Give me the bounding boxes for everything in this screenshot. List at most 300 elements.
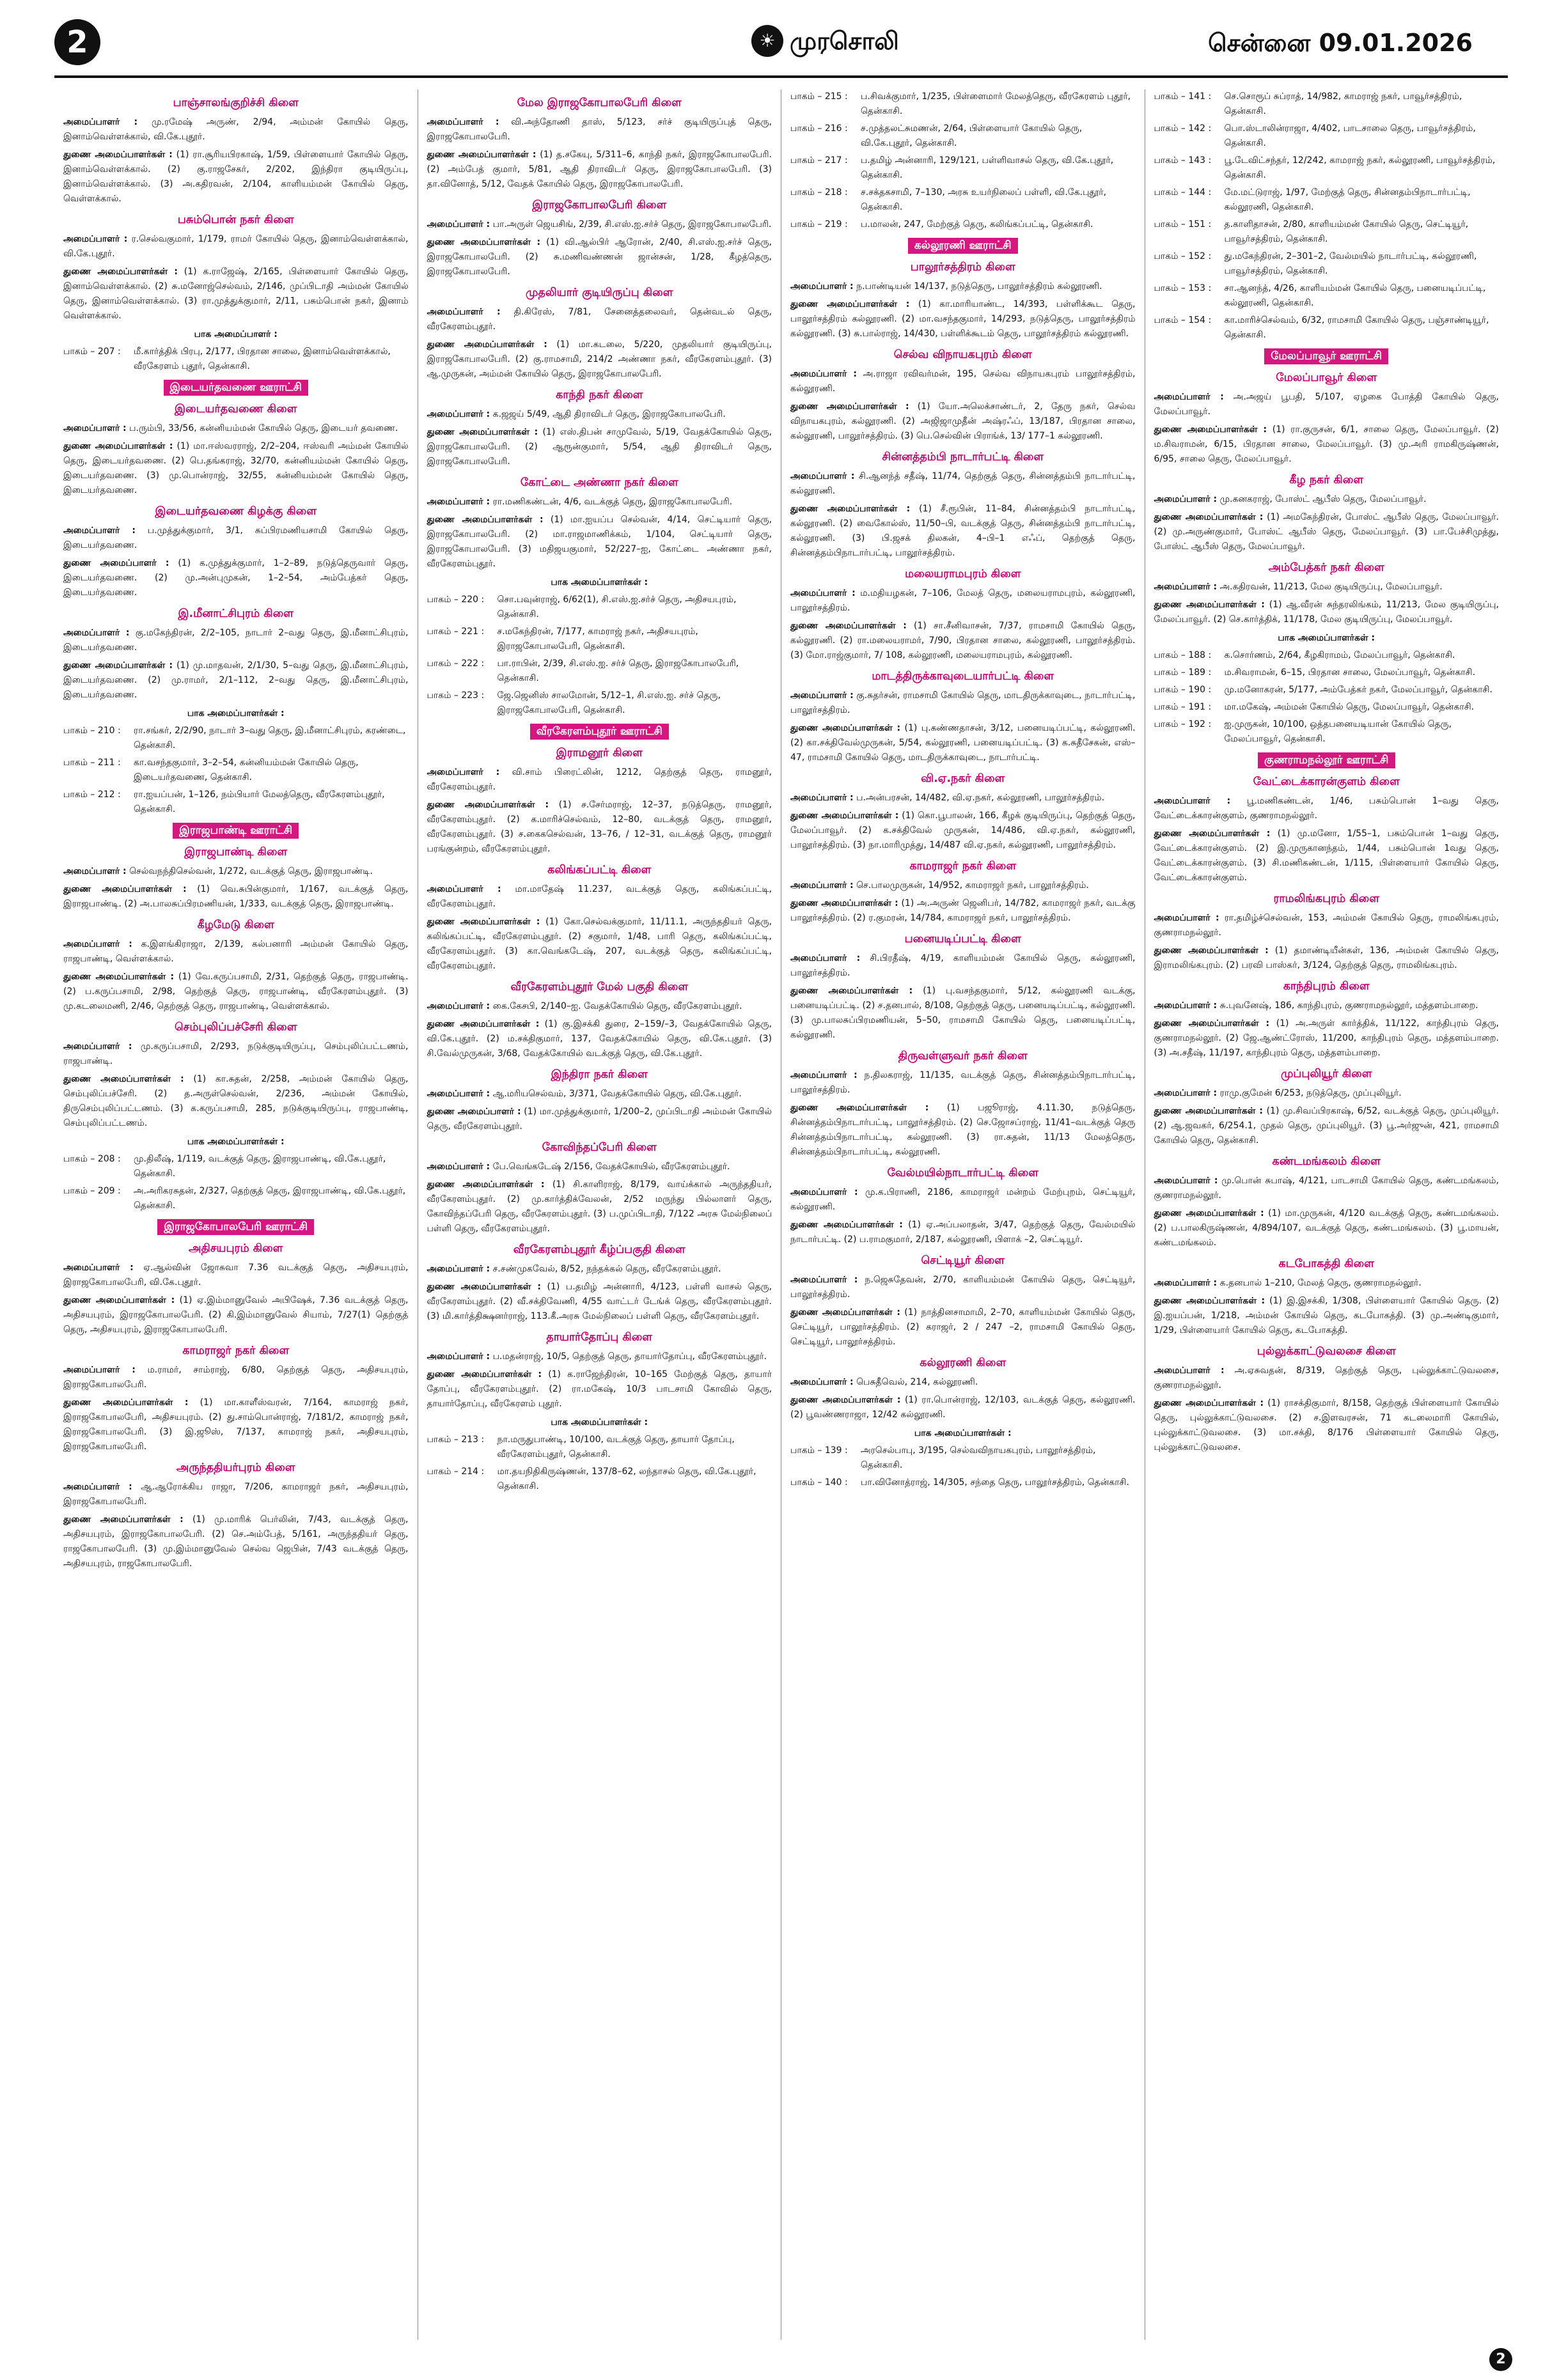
booth-number: பாகம் – 222 : [427, 658, 485, 669]
booth-details: ப.தமிழ் அன்னாரி, 129/121, பள்ளிவாசல் தெரு, வி.கே.புதூர், தென்காசி. [861, 155, 1114, 180]
role-label: துணை அமைப்பாளர்கள் : [790, 299, 910, 309]
role-label: அமைப்பாளர் : [427, 409, 490, 419]
member-entry [63, 970, 409, 1014]
role-label: துணை அமைப்பாளர்கள் : [63, 1295, 175, 1305]
member-details: ஏ.ஆல்வின் ஜோசுவா 7.36 வடக்குத் தெரு, அதிசயபுரம், இராஜகோபாலபேரி, வி.கே.புதூர். [63, 1263, 409, 1287]
booth-entry [790, 121, 1136, 151]
member-entry [427, 1280, 772, 1324]
role-label: துணை அமைப்பாளர்கள் : [63, 267, 178, 277]
member-details: (1) பு.கண்ணதாசன், 3/12, பனையடிப்பட்டி, கல்லூரணி. (2) கா.சக்திவேல்முருகன், 5/54, கல்லூரணி, பனையடிப்பட்டி. (3) க.சுதீசேகன், எஸ்–47, ராமசாமி கோயில் தெரு, மாடதிருக்காவுடை, நாடார்பட்டி. [790, 723, 1136, 763]
subheading: பாக அமைப்பாளர்கள் : [914, 1428, 1012, 1438]
booth-number: பாகம் – 216 : [790, 123, 848, 134]
member-entry [1154, 1174, 1500, 1203]
member-details: அ.ராஜா ரவிவர்மன், 195, செல்வ விநாயகபுரம் பாலூர்சத்திரம், கல்லூரணி. [790, 369, 1136, 394]
member-details: (1) இ.இசக்கி, 1/308, பிள்ளையார் கோயில் தெரு. (2) இ.ஐயப்பன், 1/218, அம்மன் கோயில் தெரு, கடபோகத்தி. (3) மு.அண்டிகுமார், 1/29, பிள்ளையார் கோயில் தெரு, கடபோகத்தி. [1154, 1296, 1500, 1335]
member-entry [427, 1349, 772, 1364]
booth-entry [427, 1465, 772, 1494]
booth-number: பாகம் – 190 : [1154, 685, 1212, 695]
booth-entry [427, 688, 772, 718]
member-details: கு.சுதர்சன், ராமசாமி கோயில் தெரு, மாடதிருக்காவுடை, நாடார்பட்டி, பாலூர்சத்திரம். [790, 690, 1136, 715]
member-details: அ.கதிரவன், 11/213, மேல குடியிருப்பு, மேலப்பாவூர். [1219, 582, 1443, 592]
role-label: துணை அமைப்பாளர்கள் : [790, 1307, 900, 1318]
booth-entry [63, 756, 409, 785]
member-entry [1154, 1016, 1500, 1061]
booth-details: ம.சிவராமன், 6–15, பிரதான சாலை, மேலப்பாவூர், தென்காசி. [1224, 667, 1476, 678]
member-entry [63, 1039, 409, 1069]
member-details: மு.ரமேஷ் அருண், 2/94, அம்மன் கோயில் தெரு, இனாம்வெள்ளக்கால், வி.கே.புதூர். [63, 117, 409, 142]
booth-details: ச.சக்தகசாமி, 7–130, அரசு உயர்நிலைப் பள்ளி, வி.கே.புதூர், தென்காசி. [861, 187, 1107, 212]
role-label: அமைப்பாளர் : [1154, 796, 1231, 806]
member-details: (1) அமகேந்திரன், போஸ்ட் ஆபீஸ் தெரு, மேலப்பாவூர். (2) மு.அருண்குமார், போஸ்ட் ஆபீஸ் தெரு, மேலப்பாவூர். (3) பா.பேச்சிமுத்து, போஸ்ட் ஆபீஸ் தெரு, மேலப்பாவூர். [1154, 512, 1499, 552]
panchayat-heading: இராஜபாண்டி ஊராட்சி [173, 823, 299, 839]
booth-details: கா.மாரிச்செல்வம், 6/32, ராமசாமி கோயில் தெரு, பஞ்சாண்டியூர், தென்காசி. [1224, 315, 1489, 340]
member-entry [790, 1375, 1136, 1390]
member-entry [63, 1363, 409, 1392]
branch-heading: கல்லூரணி கிளை [920, 1357, 1006, 1369]
booth-number: பாகம் – 139 : [790, 1445, 848, 1456]
booth-details: ஜே.ஜெனிஸ் சாலமோன், 5/12–1, சி.எஸ்.ஐ. சர்ச் தெரு, இராஜகோபாலபேரி, தென்காசி. [497, 690, 721, 715]
member-entry [427, 407, 772, 422]
booth-number: பாகம் – 214 : [427, 1466, 485, 1477]
member-entry [790, 297, 1136, 341]
member-details: ர.செல்வகுமார், 1/179, ராமர் கோயில் தெரு, இனாம்வெள்ளக்கால், வி.கே.புதூர். [63, 234, 409, 259]
panchayat-heading: இடையர்தவணை ஊராட்சி [164, 380, 309, 396]
member-entry [1154, 1086, 1500, 1101]
member-details: (1) எஸ்.திபன் சாமுவேல், 5/19, வேதக்கோயில் தெரு, இராஜகோபாலபேரி. (2) ஆரூன்குமார், 5/54, ஆதி திராவிடர் தெரு, இராஜகோபாலபேரி. [427, 427, 772, 467]
booth-entry [1154, 683, 1500, 697]
booth-entry [790, 1475, 1136, 1490]
member-entry [1154, 999, 1500, 1013]
member-entry [1154, 944, 1500, 973]
role-label: அமைப்பாளர் : [63, 1041, 132, 1052]
role-label: துணை அமைப்பாளர்கள் : [1154, 945, 1269, 956]
branch-heading: காந்திபுரம் கிளை [1283, 980, 1370, 993]
subheading: பாக அமைப்பாளர் : [194, 329, 278, 339]
member-details: செ.பாலமுருகன், 14/952, காமராஜர் நகர், பாலூர்சத்திரம். [856, 880, 1089, 891]
booth-number: பாகம் – 220 : [427, 595, 485, 605]
member-entry [790, 367, 1136, 396]
booth-number: பாகம் – 153 : [1154, 283, 1212, 293]
role-label: அமைப்பாளர் : [427, 1162, 490, 1172]
member-details: (1) மா.ஈஸ்வரராஜ், 2/2–204, ஈஸ்வரி அம்மன் கோயில் தெரு, இடையர்தவணை. (2) பெ.தங்கராஜ், 32/70, கன்னியம்மன் கோயில் தெரு, இடையர்தவணை. (3) மு.பொன்ராஜ், 32/55, கன்னியம்மன் கோயில் தெரு, இடையர்தவணை. [63, 441, 409, 495]
branch-heading: இராஜபாண்டி கிளை [184, 846, 288, 859]
rising-sun-icon: ☀ [751, 25, 783, 57]
member-entry [427, 425, 772, 469]
role-label: அமைப்பாளர் : [790, 471, 855, 481]
booth-number: பாகம் – 207 : [63, 346, 121, 357]
member-entry [427, 495, 772, 509]
branch-heading: பனையடிப்பட்டி கிளை [904, 933, 1021, 945]
member-entry [427, 1367, 772, 1412]
member-entry [790, 1393, 1136, 1422]
member-entry [427, 305, 772, 334]
member-details: (1) சா.சீனிவாசன், 7/37, ராமசாமி கோயில் தெரு, கல்லூரணி. (2) ரா.மலையராமர், 7/90, பிரதான சாலை, கல்லூரணி, பாலூர்சத்திரம். (3) மோ.ராஜ்குமார், 7/ 108, கல்லூரணி, மலையராமபுரம், கல்லூரணி. [790, 621, 1136, 660]
booth-details: ப.மாலன், 247, மேற்குத் தெரு, கலிங்கப்பட்டி, தென்காசி. [861, 219, 1093, 229]
booth-number: பாகம் – 223 : [427, 690, 485, 701]
member-details: ம.மதியழகன், 7–106, மேலத் தெரு, மலையராமபுரம், கல்லூரணி, பாலூர்சத்திரம். [790, 588, 1136, 613]
booth-entry [427, 1433, 772, 1462]
role-label: துணை அமைப்பாளர்கள் : [63, 1074, 184, 1084]
booth-details: க.சொர்ணம், 2/64, கீழகிராமம், மேலப்பாவூர், தென்காசி. [1224, 650, 1455, 660]
role-label: துணை அமைப்பாளர்கள் : [63, 884, 187, 894]
role-label: அமைப்பாளர் : [790, 1187, 858, 1197]
booth-entry [63, 724, 409, 753]
subheading: பாக அமைப்பாளர்கள் : [1278, 633, 1375, 643]
role-label: அமைப்பாளர் : [1154, 582, 1218, 592]
booth-entry [1154, 313, 1500, 343]
member-entry [63, 148, 409, 206]
member-details: அ.ஏசுவதன், 8/319, தெற்குத் தெரு, புல்லுக்காட்டுவலசை, குணராமநல்லூர். [1154, 1365, 1499, 1390]
role-label: துணை அமைப்பாளர்கள் : [790, 986, 913, 996]
member-entry [790, 791, 1136, 805]
booth-details: ச.மகேந்திரன், 7/177, காமராஜ் நகர், அதிசயபுரம், இராஜகோபாலபேரி, தென்காசி. [497, 626, 698, 651]
branch-heading: காமராஜர் நகர் கிளை [182, 1344, 290, 1357]
member-entry [63, 937, 409, 967]
booth-number: பாகம் – 217 : [790, 155, 848, 166]
booth-details: பொ.ஸ்டாலின்ராஜா, 4/402, பாடசாலை தெரு, பாவூர்சத்திரம், தென்காசி. [1224, 123, 1476, 148]
member-details: (1) ச.சேர்மராஜ், 12–37, நடுத்தெரு, ராமனூர், வீரகேரளம்புதூர். (2) க.மாரிச்செல்வம், 12–80, வடக்குத் தெரு, ராமனூர், வீரகேரளம்புதூர். (3) ச.கைகசெல்வன், 13–76, / 12–31, வடக்குத் தெரு, ராமனூர் பரங்குன்றம், வீரகேரளம்புதூர். [427, 800, 772, 854]
branch-heading: வீரகேரளம்புதூர் கீழ்ப்பகுதி கிளை [513, 1243, 685, 1256]
panchayat-heading: குணராமநல்லூர் ஊராட்சி [1258, 752, 1395, 768]
role-label: அமைப்பாளர் : [63, 866, 127, 876]
member-details: (1) வே.கருப்பசாமி, 2/31, தெற்குத் தெரு, ராஜபாண்டி. (2) ப.கருப்பசாமி, 2/98, தெற்குத் தெரு, ராஜபாண்டி, வீரகேரளம்புதூர். (3) மு.கடலைமணி, 2/46, தெற்குத் தெரு, ராஜபாண்டி, வெள்ளக்கால். [63, 972, 409, 1011]
booth-entry [1154, 249, 1500, 279]
member-entry [427, 338, 772, 382]
role-label: அமைப்பாளர் : [63, 1365, 136, 1375]
role-label: துணை அமைப்பாளர்கள் : [427, 1282, 541, 1292]
member-entry [427, 1017, 772, 1061]
member-entry [63, 265, 409, 323]
booth-details: அ.அரிகரசுதன், 2/327, தெற்குத் தெரு, இராஜபாண்டி, வி.கே.புதூர், தென்காசி. [134, 1186, 406, 1211]
member-entry [790, 878, 1136, 893]
booth-number: பாகம் – 191 : [1154, 702, 1212, 712]
role-label: அமைப்பாளர் : [63, 939, 132, 949]
booth-entry [63, 788, 409, 817]
booth-number: பாகம் – 212 : [63, 789, 121, 800]
branch-heading: முப்புலியூர் கிளை [1280, 1068, 1372, 1080]
role-label: அமைப்பாளர் : [790, 793, 854, 803]
role-label: துணை அமைப்பாளர்கள் : [427, 1179, 545, 1190]
city-dateline: சென்னை 09.01.2026 [1208, 29, 1473, 57]
booth-details: மு.மனோகரன், 5/177, அம்பேத்கர் நகர், மேலப்பாவூர், தென்காசி. [1224, 685, 1492, 695]
panchayat-heading: வீரகேரளம்புதூர் ஊராட்சி [530, 724, 669, 740]
booth-details: பா.வினோத்ராஜ், 14/305, சந்தை தெரு, பாலூர்சத்திரம், தென்காசி. [861, 1477, 1129, 1488]
member-details: மு.பொன் சுபாஷ், 4/121, பாடசாமி கோயில் தெரு, கண்டமங்கலம், குணராமநல்லூர். [1154, 1176, 1499, 1201]
role-label: துணை அமைப்பாளர்கள் : [63, 150, 173, 160]
role-label: அமைப்பாளர் : [427, 219, 490, 229]
role-label: துணை அமைப்பாளர்கள் : [790, 898, 898, 908]
member-entry [63, 658, 409, 703]
role-label: அமைப்பாளர் : [63, 117, 138, 127]
branch-heading: மேலப்பாவூர் கிளை [1276, 371, 1377, 384]
role-label: அமைப்பாளர் : [63, 423, 127, 433]
role-label: அமைப்பாளர் : [790, 281, 854, 292]
branch-heading: வேட்டைக்காரன்குளம் கிளை [1253, 775, 1400, 788]
subheading: பாக அமைப்பாளர்கள் : [551, 1417, 648, 1427]
member-entry [63, 524, 409, 553]
member-entry [1154, 1364, 1500, 1393]
booth-details: பூ.டேவிட்சந்தர், 12/242, காமராஜ் நகர், கல்லூரணி, பாவூர்சத்திரம், தென்காசி. [1224, 155, 1496, 180]
role-label: துணை அமைப்பாளர்கள் : [790, 504, 911, 514]
member-details: (1) கா.மாரியாண்ட, 14/393, பள்ளிக்கூட தெரு, பாலூர்சத்திரம் கல்லூரணி. (2) மா.வசந்தகுமார், 14/293, நடுத்தெரு, பாலூர்சத்திரம் கல்லூரணி. (3) சு.பால்ராஜ், 14/430, பள்ளிக்கூடம் தெரு, பாலூர்சத்திரம் கல்லூரணி. [790, 299, 1136, 339]
masthead [54, 13, 1508, 72]
booth-entry [1154, 700, 1500, 715]
member-entry [63, 232, 409, 261]
member-details: (1) மு.சிவப்பிரகாஷ், 6/52, வடக்குத் தெரு, முப்புலியூர். (2) ஆ.ஜவகர், 6/254.1, முதல் தெரு, முப்புலியூர். (3) பூ.அர்ஜுன், 421, ராமசாமி கோயில் தெரு, தென்காசி. [1154, 1106, 1499, 1146]
column-1 [54, 89, 418, 2340]
member-entry [1154, 794, 1500, 823]
member-details: (1) க.ராஜேஷ், 2/165, பிள்ளையார் கோயில் தெரு, இனாம்வெள்ளக்கால். (2) சு.மனோஜ்செல்வம், 2/146, முப்பிடாதி அம்மன் கோயில் தெரு, இனாம்வெள்ளக்கால். (3) ரா.முத்துக்குமார், 2/11, பசும்பொன் நகர், இனாம் வெள்ளக்கால். [63, 267, 409, 321]
member-entry [790, 1185, 1136, 1215]
member-entry [1154, 1104, 1500, 1148]
role-label: துணை அமைப்பாளர்கள் : [427, 150, 537, 160]
role-label: அமைப்பாளர் : [63, 1263, 134, 1273]
booth-number: பாகம் – 213 : [427, 1435, 485, 1445]
member-entry [63, 1396, 409, 1454]
member-entry [427, 1178, 772, 1236]
booth-entry [1154, 185, 1500, 215]
role-label: துணை அமைப்பாளர்கள் : [790, 401, 909, 412]
member-details: வி.அந்தோணி தாஸ், 5/123, சர்ச் குடியிருப்புத் தெரு, இராஜகோபாலபேரி. [427, 117, 772, 142]
member-details: (1) ரா.சூரியபிரகாஷ், 1/59, பிள்ளையார் கோயில் தெரு, இனாம்வெள்ளக்கால். (2) கு.ராஜசேகர், 2/202, இந்திரா குடியிருப்பு, இனாம்வெள்ளக்கால். (3) அ.கதிரவன், 2/104, காளியம்மன் கோயில் தெரு, வெள்ளக்கால். [63, 150, 409, 204]
member-details: (1) ஆ.வீரன் சுந்தரலிங்கம், 11/213, மேல குடியிருப்பு, மேலப்பாவூர். (2) செ.கார்த்திக், 11/178, மேல குடியிருப்பு, மேலப்பாவூர். [1154, 600, 1499, 625]
member-entry [790, 1305, 1136, 1349]
member-details: ரா.தமிழ்ச்செல்வன், 153, அம்மன் கோயில் தெரு, ராமலிங்கபுரம், குணராமநல்லூர். [1154, 913, 1499, 938]
role-label: அமைப்பாளர் : [427, 1089, 490, 1099]
member-details: மு.கருப்பசாமி, 2/293, நடுக்குடியிருப்பு, செம்புலிப்பட்டணம், ராஜபாண்டி. [63, 1041, 409, 1066]
branch-heading: கலிங்கப்பட்டி கிளை [547, 864, 652, 876]
member-details: பூ.மணிகண்டன், 1/46, பசும்பொன் 1–வது தெரு, வேட்டைக்காரன்குளம், குணராமநல்லூர். [1154, 796, 1499, 821]
role-label: துணை அமைப்பாளர்கள் : [1154, 512, 1264, 522]
booth-entry [1154, 665, 1500, 680]
booth-entry [790, 217, 1136, 232]
branch-heading: புல்லுக்காட்டுவலசை கிளை [1257, 1345, 1396, 1358]
role-label: துணை அமைப்பாளர்கள் : [790, 1395, 901, 1405]
member-details: (1) வெ.சுபின்குமார், 1/167, வடக்குத் தெரு, இராஜபாண்டி. (2) அ.பாலசுப்பிரமணியன், 1/333, வடக்குத் தெரு, இராஜபாண்டி. [63, 884, 409, 909]
booth-details: மே.மட்டுராஜ், 1/97, மேற்குத் தெரு, சின்னதம்பிநாடார்பட்டி, கல்லூரணி, தென்காசி. [1224, 187, 1471, 212]
branch-heading: வீரகேரளம்புதூர் மேல் பகுதி கிளை [510, 981, 689, 993]
member-details: க.தனபால் 1–210, மேலத் தெரு, குணராமநல்லூர். [1219, 1278, 1422, 1288]
branch-heading: மலையராமபுரம் கிளை [905, 568, 1021, 580]
branch-heading: தாயார்தோப்பு கிளை [546, 1331, 653, 1344]
role-label: அமைப்பாளர் : [1154, 392, 1224, 402]
member-entry [427, 1262, 772, 1277]
member-entry [63, 1293, 409, 1337]
member-entry [790, 586, 1136, 616]
role-label: அமைப்பாளர் : [1154, 1176, 1218, 1186]
member-entry [1154, 510, 1500, 554]
role-label: அமைப்பாளர் : [1154, 1088, 1218, 1098]
member-entry [790, 469, 1136, 499]
member-details: ச.சண்முகவேல், 8/52, நந்தக்கல் தெரு, வீரகேரளம்புதூர். [492, 1264, 721, 1274]
role-label: துணை அமைப்பாளர்கள் : [427, 237, 541, 247]
member-entry [63, 1072, 409, 1131]
member-details: (1) மா.ஐயப்ப செல்வன், 4/14, செட்டியார் தெரு, இராஜகோபாலபேரி. (2) மா.ராஜமாணிக்கம், 1/104, செட்டியார் தெரு, இராஜகோபாலபேரி. (3) மதிஜயகுமார், 52/227–ஐ, கோட்டை அண்ணா நகர், வீரகேரளம்புதூர். [427, 515, 772, 569]
member-details: சி.பிரதீஷ், 4/19, காளியம்மன் கோயில் தெரு, கல்லூரணி, பாலூர்சத்திரம். [790, 953, 1136, 978]
branch-heading: அதிசயபுரம் கிளை [189, 1242, 283, 1255]
booth-entry [427, 657, 772, 686]
role-label: அமைப்பாளர் : [427, 1351, 490, 1362]
member-entry [63, 626, 409, 655]
branch-heading: பாலூர்சத்திரம் கிளை [910, 261, 1015, 274]
member-details: ந.ஜெசுதேவன், 2/70, காளியம்மன் கோயில் தெரு, செட்டியூர், பாலூர்சத்திரம். [790, 1275, 1136, 1300]
booth-details: செ.சொரூப் சுப்ராத், 14/982, காமராஜ் நகர், பாவூர்சத்திரம், தென்காசி. [1224, 91, 1462, 116]
branch-heading: அருந்ததியர்புரம் கிளை [176, 1461, 295, 1474]
branch-heading: இராமனூர் கிளை [556, 747, 643, 759]
page-number-badge: 2 [54, 19, 100, 65]
branch-heading: செம்புலிப்பச்சேரி கிளை [175, 1021, 297, 1034]
role-label: அமைப்பாளர் : [427, 497, 490, 507]
role-label: துணை அமைப்பாளர்கள் : [1154, 600, 1265, 610]
member-entry [1154, 423, 1500, 467]
branch-heading: இடையர்தவணை கிளை [175, 403, 297, 416]
role-label: துணை அமைப்பாளர்கள் : [1154, 1296, 1265, 1306]
role-label: துணை அமைப்பாளர்கள் : [63, 660, 173, 671]
role-label: அமைப்பாளர் : [427, 1264, 490, 1274]
member-entry [427, 1105, 772, 1134]
member-details: சி.ஆனந்த் சதீஷ், 11/74, தெற்குத் தெரு, சின்னத்தம்பி நாடார்பட்டி, கல்லூரணி. [790, 471, 1136, 496]
branch-heading: கண்டமங்கலம் கிளை [1272, 1155, 1381, 1168]
member-details: (1) அ.அருண் ஜெனிபர், 14/782, காமராஜர் நகர், வடக்கு பாலூர்சத்திரம். (2) ர.குமரன், 14/784, காமராஜர் நகர், பாலூர்சத்திரம். [790, 898, 1136, 923]
booth-number: பாகம் – 218 : [790, 187, 848, 198]
branch-heading: இராஜகோபாலபேரி கிளை [532, 199, 667, 212]
role-label: துணை அமைப்பாளர்கள் : [63, 1514, 184, 1525]
column-3 [781, 89, 1145, 2340]
member-entry [427, 1087, 772, 1101]
member-details: (1) த.சகேயு, 5/311–6, காந்தி நகர், இராஜகோபாலபேரி. (2) அம்பேத் குமார், 5/81, ஆதி திராவிடர் தெரு, இராஜகோபாலபேரி. (3) தா.வினோத், 5/12, வேதக் கோயில் தெரு, இராஜகோபாலபேரி. [427, 150, 772, 189]
role-label: துணை அமைப்பாளர்கள் : [427, 515, 544, 525]
branch-heading: கீழ நகர் கிளை [1289, 474, 1364, 486]
member-entry [790, 721, 1136, 765]
member-details: ராமு.குமேன் 6/253, நடுத்தெரு, முப்புலியூர். [1219, 1088, 1402, 1098]
subheading: பாக அமைப்பாளர்கள் : [551, 577, 648, 587]
role-label: துணை அமைப்பாளர்கள் : [790, 1103, 929, 1113]
member-entry [427, 513, 772, 572]
role-label: அமைப்பாளர் : [1154, 1365, 1225, 1376]
branch-heading: அம்பேத்கர் நகர் கிளை [1268, 561, 1384, 574]
role-label: துணை அமைப்பாளர்கள் : [1154, 828, 1271, 839]
member-entry [790, 688, 1136, 718]
subheading: பாக அமைப்பாளர்கள் : [187, 708, 285, 719]
booth-number: பாகம் – 192 : [1154, 719, 1212, 729]
booth-details: ப.சிவக்குமார், 1/235, பிள்ளைமார் மேலத்தெரு, வீரகேரளம் புதூர், தென்காசி. [861, 91, 1131, 116]
member-details: தி.கிரேஸ், 7/81, சேனைத்தலைவர், தென்வடல் தெரு, வீரகேரளம்புதூர். [427, 307, 772, 332]
role-label: அமைப்பாளர் : [1154, 913, 1219, 923]
role-label: துணை அமைப்பாளர்கள் : [427, 917, 540, 927]
panchayat-heading: கல்லூரணி ஊராட்சி [908, 238, 1018, 254]
branch-heading: முதலியார் குடியிருப்பு கிளை [526, 286, 673, 299]
role-label: அமைப்பாளர் : [63, 628, 130, 638]
member-details: ப.முத்துக்குமார், 3/1, சுப்பிரமணியசாமி கோயில் தெரு, இடையர்தவணை. [63, 525, 409, 550]
member-details: ப.ரும்பி, 33/56, கன்னியம்மன் கோயில் தெரு, இடையர் தவணை. [129, 423, 398, 433]
role-label: அமைப்பாளர் : [1154, 1278, 1218, 1288]
member-entry [427, 235, 772, 279]
role-label: துணை அமைப்பாளர் : [427, 1107, 521, 1117]
member-entry [790, 502, 1136, 561]
booth-details: சொ.பவுன்ராஜ், 6/62(1), சி.எஸ்.ஐ.சர்ச் தெரு, அதிசயபுரம், தென்காசி. [497, 595, 737, 619]
member-details: (1) கு.இசக்கி துரை, 2–159/–3, வேதக்கோயில் தெரு, வி.கே.புதூர். (2) ம.சக்திகுமார், 137, வேதக்கோயில் தெரு, வி.கே.புதூர். (3) சி.வேல்முருகன், 3/68, வேதக்கோயில் வடக்குத் தெரு, வி.கே.புதூர். [427, 1019, 772, 1059]
booth-entry [1154, 153, 1500, 183]
role-label: அமைப்பாளர் : [427, 767, 500, 777]
member-details: செல்வநந்திசெல்வன், 1/272, வடக்குத் தெரு, இராஜபாண்டி. [129, 866, 373, 876]
booth-number: பாகம் – 211 : [63, 758, 121, 768]
booth-details: மீ.கார்த்திக் பிரபு, 2/177, பிரதான சாலை, இனாம்வெள்ளக்கால், வீரகேரளம் புதூர், தென்காசி. [134, 346, 391, 371]
member-entry [1154, 1294, 1500, 1338]
member-details: ஆ.ஆரோக்கிய ராஜா, 7/206, காமராஜர் நகர், அதிசயபுரம், இராஜகோபாலபேரி. [63, 1482, 409, 1507]
member-details: (1) ரா.குருசன், 6/1, சாலை தெரு, மேலப்பாவூர். (2) ம.சிவராமன், 6/15, பிரதான சாலை, மேலப்பாவூர். (3) மு.அரி ராமகிருஷ்ணன், 6/95, சாலை தெரு, மேலப்பாவூர். [1154, 424, 1500, 464]
branch-heading: செல்வ விநாயகபுரம் கிளை [893, 348, 1032, 361]
member-details: ந.பாண்டியன் 14/137, நடுத்தெரு, பாலூர்சத்திரம் கல்லூரணி. [856, 281, 1102, 292]
booth-number: பாகம் – 151 : [1154, 219, 1212, 229]
member-details: (1) தமாண்டியீன்கள், 136, அம்மன் கோயில் தெரு, இராமலிங்கபுரம். (2) பரவி பாஸ்கர், 3/124, தெற்குத் தெரு, ராமலிங்கபுரம். [1154, 945, 1499, 970]
member-details: பே.வெங்கடேஷ் 2/156, வேதக்கோயில், வீரகேரளம்புதூர். [492, 1162, 730, 1172]
booth-entry [1154, 717, 1500, 747]
role-label: அமைப்பாளர் : [790, 588, 856, 598]
branch-heading: மாடத்திருக்காவுடையார்பட்டி கிளை [872, 670, 1054, 683]
member-details: ரா.மணிகண்டன், 4/6, வடக்குத் தெரு, இராஜகோபாலபேரி. [492, 497, 733, 507]
member-details: (1) க.ராஜேந்திரன், 10–165 மேற்குத் தெரு, தாயார் தோப்பு, வீரகேரளம்புதூர். (2) ரா.மகேஷ், 10/3 பாடசாமி கோவில் தெரு, தாயார்தோப்பு, வீரகேரளம் புதூர். [427, 1369, 772, 1409]
member-entry [790, 619, 1136, 663]
role-label: அமைப்பாளர் : [427, 307, 501, 317]
role-label: துணை அமைப்பாளர்கள் : [1154, 1106, 1264, 1116]
member-details: (1) ஏ.அப்பலாதன், 3/47, தெற்குத் தெரு, வேல்மயில் நாடார்பட்டி. (2) ப.ராமகுமார், 2/187, கல்லூரணி, பிளாக் –2, செட்டியூர். [790, 1220, 1136, 1245]
role-label: துணை அமைப்பாளர்கள் : [427, 427, 538, 437]
role-label: துணை அமைப்பாளர்கள் : [63, 1397, 189, 1408]
role-label: துணை அமைப்பாளர்கள் : [790, 723, 901, 733]
member-details: கு.மகேந்திரன், 2/2–105, நாடார் 2–வது தெரு, இ.மீனாட்சிபுரம், இடையர்தவணை. [63, 628, 409, 653]
booth-number: பாகம் – 208 : [63, 1154, 121, 1164]
role-label: துணை அமைப்பாளர்கள் : [1154, 424, 1267, 435]
member-details: ஆ.மரியசெல்வம், 3/371, வேதக்கோயில் தெரு, வி.கே.புதூர். [492, 1089, 742, 1099]
booth-entry [1154, 217, 1500, 247]
booth-number: பாகம் – 210 : [63, 726, 121, 736]
member-entry [427, 915, 772, 974]
member-entry [427, 765, 772, 795]
member-details: (1) மு.மனோ, 1/55–1, பசும்பொன் 1–வது தெரு, வேட்டைக்காரன்குளம். (2) இ.முருகானந்தம், 1/44, பசும்பொன் 1வது தெரு, வேட்டைக்காரன்குளம். (3) சி.மணிகண்டன், 1/115, பிள்ளையார் கோயில் தெரு, வேட்டைக்காரன்குளம். [1154, 828, 1500, 883]
booth-details: அரசெல்பாபு, 3/195, செல்வவிநாயகபுரம், பாலூர்சத்திரம், தென்காசி. [861, 1445, 1096, 1470]
member-entry [790, 984, 1136, 1043]
member-details: கை.கேசபி, 2/140–ஐ. வேதக்கோயில் தெரு, வீரகேரளம்புதூர். [492, 1001, 742, 1011]
booth-entry [63, 1184, 409, 1213]
member-details: (1) சி.காளிராஜ், 8/179, வாய்க்கால் அருந்ததியர், வீரகேரளம்புதூர். (2) மு.கார்த்திக்வேலன், 2/52 மருந்து பில்லாளர் தெரு, கோவிந்தப்பேரி தெரு, வீரகேரளம்புதூர். (3) ப.முப்பிடாதி, 7/122 அரசு மேல்நிலைப் பள்ளி தெரு, வீரகேரளம்புதூர். [427, 1179, 772, 1234]
member-details: (1) கா.சுதன், 2/258, அம்மன் கோயில் தெரு, செம்புலிப்பச்சேரி. (2) த.அருள்செல்வன், 2/236, அம்மன் கோயில், திருசெம்புலிப்பட்டணம். (3) க.கருப்பசாமி, 285, நடுக்குடியிருப்பு, ராஜபாண்டி, செம்புலிப்பட்டணம். [63, 1074, 409, 1128]
member-entry [790, 896, 1136, 926]
member-entry [790, 1218, 1136, 1247]
booth-number: பாகம் – 219 : [790, 219, 848, 229]
booth-details: ரா.சங்கர், 2/2/90, நாடார் 3–வது தெரு, இ.மீனாட்சிபுரம், கரண்டை, தென்காசி. [134, 726, 406, 751]
booth-entry [1154, 648, 1500, 663]
booth-entry [427, 593, 772, 622]
booth-details: நா.மருதுபாண்டி, 10/100, வடக்குத் தெரு, தாயார் தோப்பு, வீரகேரளம்புதூர், தென்காசி. [497, 1435, 735, 1459]
role-label: அமைப்பாளர் : [63, 1482, 132, 1492]
member-details: (1) க.முத்துக்குமார், 1–2–89, நடுத்தெருவார் தெரு, இடையர்தவணை. (2) மு.அன்புமுகன், 1–2–54, அம்பேத்கர் தெரு, இடையர்தவணை. [63, 558, 409, 598]
branch-heading: இ.மீனாட்சிபுரம் கிளை [178, 607, 294, 620]
member-entry [790, 1068, 1136, 1098]
member-details: க.ஜஜய் 5/49, ஆதி திராவிடர் தெரு, இராஜகோபாலபேரி. [492, 409, 726, 419]
member-details: (1) கொ.பூபாலன், 166, கீழக் குடியிருப்பு, தெற்குத் தெரு, மேலப்பாவூர். (2) க.சக்திவேல் முருகன், 14/486, வி.ஏ.நகர், கல்லூரணி, பாலூர்சத்திரம். (3) நா.மாரிமுத்து, 14/487 வி.ஏ.நகர், கல்லூரணி, பாலூர்சத்திரம். [790, 811, 1136, 850]
member-entry [1154, 827, 1500, 885]
member-entry [63, 864, 409, 879]
role-label: துணை அமைப்பாளர்கள் : [790, 621, 907, 631]
booth-details: த.காளிதாசன், 2/80, காளியம்மன் கோயில் தெரு, செட்டியூர், பாவூர்சத்திரம், தென்காசி. [1224, 219, 1469, 244]
member-entry [1154, 1206, 1500, 1250]
member-details: (1) பஜூராஜ், 4.11.30, நடுத்தெரு, சின்னத்தம்பிநாடார்பட்டி, பாலூர்சத்திரம். (2) செ.ஜோசப்ராஜ், 11/41–வடக்குத் தெரு சின்னத்தம்பிநாடார்பட்டி, கல்லூரணி. (3) ரா.சுதன், 11/13 மேலத்தெரு, சின்னத்தம்பிநாடார்பட்டி, கல்லூரணி. [790, 1103, 1136, 1157]
booth-details: கா.வசந்தகுமார், 3–2–54, கன்னியம்மன் கோயில் தெரு, இடையர்தவணை, தென்காசி. [134, 758, 359, 782]
member-details: (1) வி.ஆல்பிர் ஆரோன், 2/40, சி.எஸ்.ஐ.சர்ச் தெரு, இராஜகோபாலபேரி. (2) சு.மணிவண்ணன் ஜான்சன், 1/28, கீழத்தெரு, இராஜகோபாலபேரி. [427, 237, 772, 277]
member-entry [790, 400, 1136, 444]
role-label: அமைப்பாளர் : [1154, 1000, 1218, 1011]
role-label: அமைப்பாளர் : [790, 1275, 858, 1285]
